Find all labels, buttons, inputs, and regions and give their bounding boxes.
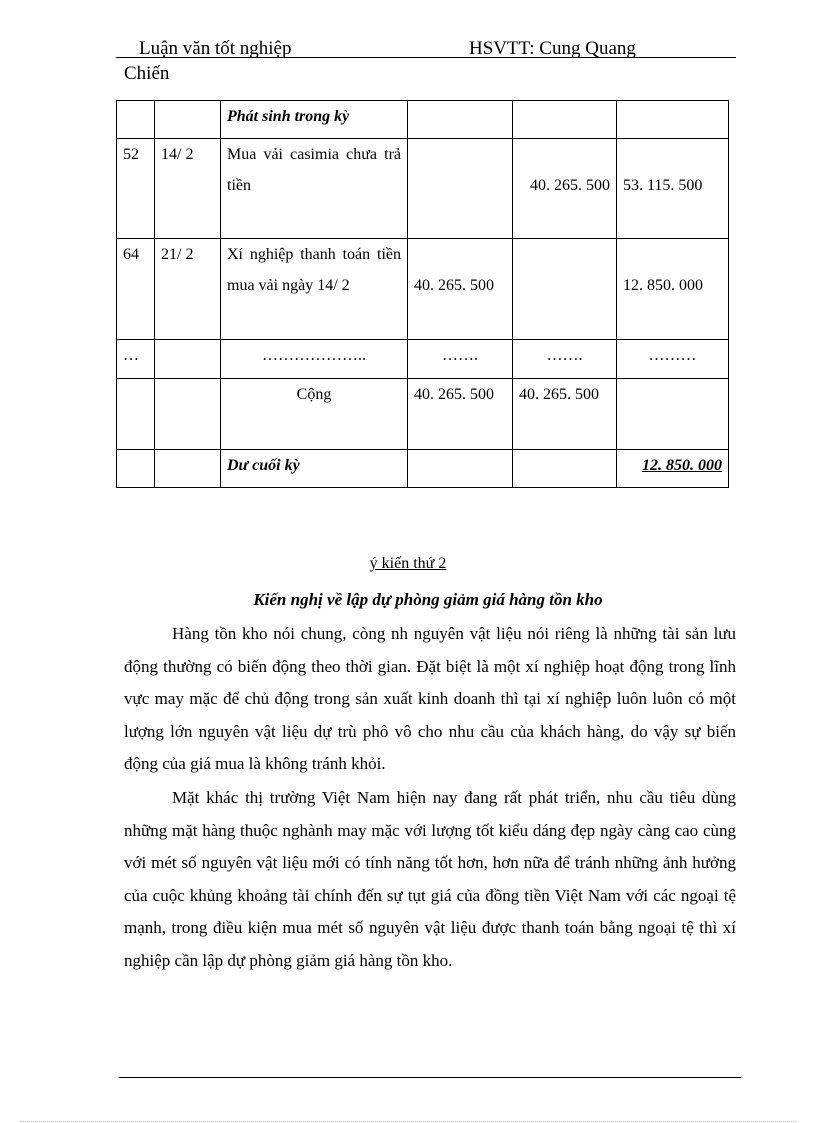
cell-text: 14/ 2	[161, 146, 194, 163]
table-cell	[155, 379, 221, 450]
cell-text: 12. 850. 000	[623, 277, 703, 294]
page-edge-divider	[20, 1121, 796, 1122]
table-row	[117, 340, 729, 379]
table-cell	[408, 340, 513, 379]
table-cell	[155, 340, 221, 379]
table-cell	[617, 139, 729, 239]
header-right-text: HSVTT: Cung Quang	[469, 38, 636, 59]
cell-text: 64	[123, 246, 139, 263]
table-cell	[117, 450, 155, 488]
cell-text: …	[123, 347, 139, 364]
table-cell	[221, 101, 408, 139]
cell-text: …….	[442, 347, 478, 364]
table-cell	[221, 139, 408, 239]
table-cell	[117, 379, 155, 450]
section-title	[0, 555, 816, 573]
table-cell	[221, 450, 408, 488]
ledger-table	[116, 100, 729, 488]
table-cell	[513, 239, 617, 340]
table-cell	[408, 139, 513, 239]
table-cell	[117, 340, 155, 379]
cell-text: 40. 265. 500	[530, 177, 610, 194]
table-cell	[117, 101, 155, 139]
header-continuation-text: Chiến	[124, 63, 170, 84]
table-row	[117, 379, 729, 450]
cell-text: Mua vải casimia chưa trả tiền	[227, 146, 401, 194]
cell-text: 40. 265. 500	[519, 386, 599, 403]
table-cell	[221, 379, 408, 450]
table-cell	[617, 340, 729, 379]
table-cell	[408, 379, 513, 450]
cell-text: 40. 265. 500	[414, 277, 494, 294]
table-cell	[617, 239, 729, 340]
table-cell	[513, 139, 617, 239]
header-left-text: Luận văn tốt nghiệp	[139, 38, 292, 59]
cell-text: 52	[123, 146, 139, 163]
cell-text: Xí nghiệp thanh toán tiền mua vải ngày 14/ 2	[227, 246, 401, 294]
cell-text: 21/ 2	[161, 246, 194, 263]
table-cell	[408, 239, 513, 340]
table-row	[117, 450, 729, 488]
body-paragraph: Mặt khác thị trường Việt Nam hiện nay đang rất phát triển, nhu cầu tiêu dùng những mặt hàng thuộc nghành may mặc với lượng tốt kiểu dáng đẹp ngày càng cao cùng với mét số nguyên vật liệu mới có tính năng tốt hơn, hơn nữa để tránh những ảnh hưởng của cuộc khủng khoảng tài chính đến sự tụt giá của đồng tiền Việt Nam với các ngoại tệ mạnh, trong điều kiện mua mét số nguyên vật liệu được thanh toán bằng ngoại tệ thì xí nghiệp cần lập dự phòng giảm giá hàng tồn kho.	[124, 788, 736, 970]
table-cell	[155, 139, 221, 239]
table-cell	[513, 101, 617, 139]
cell-text: ………	[648, 347, 697, 364]
section-title-text: ý kiến thứ 2	[369, 555, 447, 572]
header-rule	[116, 57, 736, 58]
table-cell	[221, 340, 408, 379]
table-cell	[408, 101, 513, 139]
table-cell	[617, 379, 729, 450]
closing-balance-label: Dư cuối kỳ	[227, 457, 300, 474]
table-row	[117, 139, 729, 239]
section-subtitle: Kiến nghị về lập dự phòng giảm giá hàng tồn kho	[253, 590, 603, 609]
table-cell	[155, 450, 221, 488]
table-cell	[617, 450, 729, 488]
table-cell	[513, 340, 617, 379]
footer-rule	[119, 1077, 741, 1078]
total-label: Cộng	[296, 386, 332, 403]
section-label-phat-sinh: Phát sinh trong kỳ	[227, 108, 350, 125]
table-cell	[408, 450, 513, 488]
closing-balance-value: 12. 850. 000	[642, 457, 722, 474]
table-cell	[221, 239, 408, 340]
table-cell	[117, 239, 155, 340]
cell-text: 40. 265. 500	[414, 386, 494, 403]
table-cell	[155, 239, 221, 340]
body-paragraph: Hàng tồn kho nói chung, còng nh nguyên vật liệu nói riêng là những tài sản lưu động thường có biến động theo thời gian. Đặt biệt là một xí nghiệp hoạt động trong lĩnh vực may mặc để chủ động trong sản xuất kinh doanh thì tại xí nghiệp luôn luôn có một lượng lớn nguyên vật liệu dự trù phô vô cho nhu cầu của khách hàng, do vậy sự biến động của giá mua là không tránh khỏi.	[124, 624, 736, 773]
table-row	[117, 101, 729, 139]
table-cell	[513, 379, 617, 450]
cell-text: …….	[546, 347, 583, 364]
table-cell	[617, 101, 729, 139]
cell-text: ………………..	[262, 347, 366, 364]
cell-text: 53. 115. 500	[623, 177, 703, 194]
table-cell	[117, 139, 155, 239]
table-row	[117, 239, 729, 340]
table-cell	[155, 101, 221, 139]
table-cell	[513, 450, 617, 488]
